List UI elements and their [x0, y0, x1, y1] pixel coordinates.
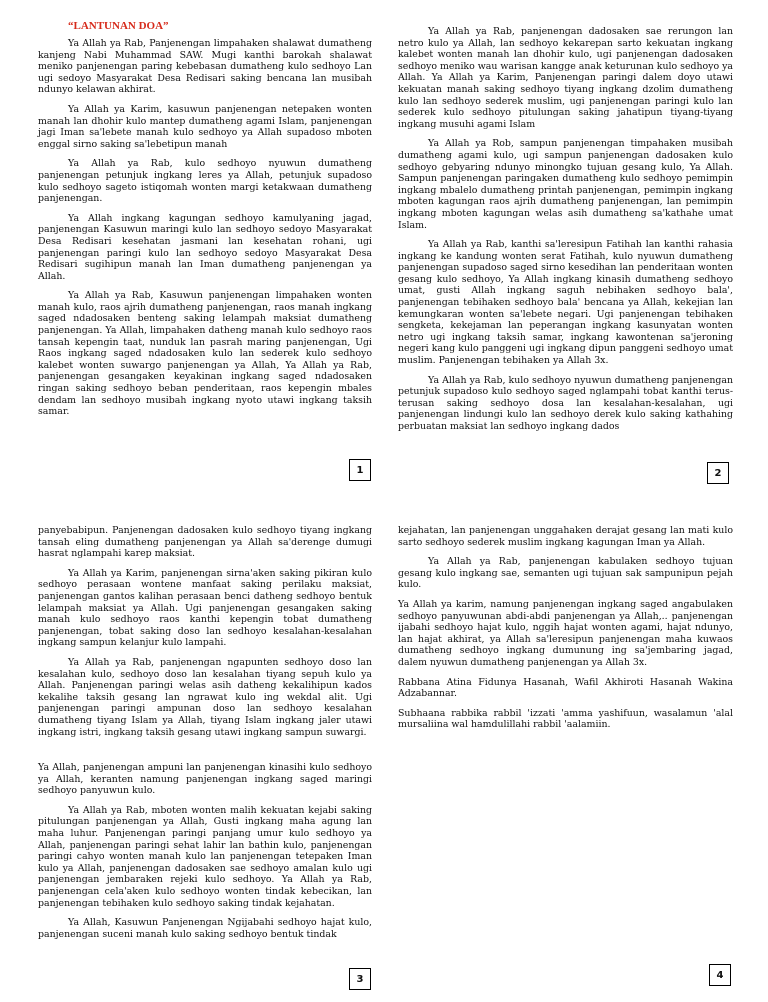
page-4 — [398, 525, 733, 731]
paragraph: kejahatan, lan panjenengan unggahaken derajat gesang lan mati kulo sarto sedhoyo sederek muslim ingkang kagungan Iman ya Allah. — [398, 525, 733, 548]
page-number-3: 3 — [349, 968, 371, 990]
paragraph: Ya Allah ya Rab, Panjenengan limpahaken shalawat dumatheng kanjeng Nabi Muhammad SAW. Mugi kanthi barokah shalawat meniko panjenengan paring kebebasan dumatheng kulo sedhoyo Lan ugi sedoyo Masyarakat Desa Redisari saking bencana lan musibah ndunyo kelawan akhirat. — [38, 38, 372, 96]
paragraph: Ya Allah ya Karim, panjenengan sirna'aken saking pikiran kulo sedhoyo perasaan wontene manfaat saking perilaku maksiat, panjenengan gantos kalihan perasaan benci datheng sedhoyo bentuk lelampah maksiat ya Allah. Ugi panjenengan gesangaken saking manah kulo sedhoyo raos kanthi kepengin tobat dumatheng panjenengan, tobat saking doso lan sedhoyo kesalahan-kesalahan ingkang sampun kelanjur kulo lampahi. — [38, 567, 372, 649]
paragraph: Ya Allah ya Rab, kulo sedhoyo nyuwun dumatheng panjenengan petunjuk ingkang leres ya Allah, petunjuk supadoso kulo sedhoyo sageto istiqomah wonten margi ketakwaan dumatheng panjenengan. — [38, 158, 372, 205]
paragraph: Subhaana rabbika rabbil 'izzati 'amma yashifuun, wasalamun 'alal mursaliina wal hamdulillahi rabbil 'aalamiin. — [398, 707, 733, 731]
page-3 — [38, 525, 372, 965]
paragraph: panyebabipun. Panjenengan dadosaken kulo sedhoyo tiyang ingkang tansah eling dumatheng panjenengan ya Allah sa'derenge dumugi hasrat nglampahi karep maksiat. — [38, 525, 372, 560]
page-2 — [398, 26, 733, 460]
paragraph: Ya Allah ya Rab, panjenengan ngapunten sedhoyo doso lan kesalahan kulo, sedhoyo doso lan kesalahan tiyang sepuh kulo ya Allah. Panjenengan paringi welas asih datheng kekalihipun kados kekalihe taksih gesang lan ngrawat kulo ing wekdal alit. Ugi panjenengan paringi ampunan doso lan sedhoyo kesalahan dumatheng tiyang Islam ya Allah, tiyang Islam ingkang jaler utawi ingkang istri, ingkang taksih gesang utawi ingkang sampun suwargi. — [38, 656, 372, 738]
paragraph: Ya Allah ya Rab, Kasuwun panjenengan limpahaken wonten manah kulo, raos ajrih dumatheng panjenengan, raos manah ingkang saged ndadosaken benteng saking lelampah maksiat dumatheng panjenengan. Ya Allah, limpahaken datheng manah kulo sedhoyo raos tansah kepengin taat, nunduk lan pasrah maring panjenengan, Ugi Raos ingkang saged ndadosaken kulo lan sederek kulo sedhoyo kalebet wonten suwargo panjenengan ya Allah, Ya Allah ya Rab, panjenengan gesangaken keyakinan ingkang saged ndadosaken ringan saking sedhoyo beban penderitaan, raos kepengin mbales dendam lan sedhoyo musibah ingkang nyoto utawi ingkang taksih samar. — [38, 290, 372, 418]
paragraph: Ya Allah, Kasuwun Panjenengan Ngijabahi sedhoyo hajat kulo, panjenengan suceni manah kulo saking sedhoyo bentuk tindak — [38, 917, 372, 940]
paragraph: Ya Allah ya karim, namung panjenengan ingkang saged angabulaken sedhoyo panyuwunan abdi-abdi panjenengan ya Allah,.. panjenengan ijabahi sedhoyo hajat kulo, nggih hajat wonten agami, hajat ndunyo, lan hajat akhirat, ya Allah sa'leresipun panjenengan maha kuwaos dumatheng sedhoyo ingkang dumunung ing sa'jembaring jagad, dalem nyuwun dumatheng panjenengan ya Allah 3x. — [398, 598, 733, 668]
paragraph: Ya Allah ya Rab, panjenengan dadosaken sae rerungon lan netro kulo ya Allah, lan sedhoyo kekarepan sarto kekuatan ingkang kalebet wonten manah lan dhohir kulo, ugi panjenengan dadosaken sedhoyo meniko wau warisan kangge anak keturunan kulo sedhoyo ya Allah. Ya Allah ya Karim, Panjenengan paringi dalem doyo utawi kekuatan manah saking sedhoyo tiyang ingkang dzolim dumatheng kulo lan sedhoyo sederek muslim, ugi panjenengan paringi kulo lan sederek kulo sedhoyo pitulungan saking jahatipun tiyang-tiyang ingkang musuhi agami Islam — [398, 26, 733, 130]
page-number-1: 1 — [349, 459, 371, 481]
page-1 — [38, 20, 372, 460]
paragraph: Ya Allah ya Rab, mboten wonten malih kekuatan kejabi saking pitulungan panjenengan ya Allah, Gusti ingkang maha agung lan maha luhur. Panjenengan paringi panjang umur kulo sedhoyo ya Allah, panjenengan paringi sehat lahir lan bathin kulo, panjenengan paringi cahyo wonten manah kulo lan panjenengan tetepaken Iman kulo ya Allah, panjenengan dadosaken sae sedhoyo amalan kulo ugi panjenengan jembaraken rejeki kulo sedhoyo. Ya Allah ya Rab, panjenengan cela'aken kulo sedhoyo wonten tindak kebecikan, lan panjenengan tebihaken kulo sedhoyo saking tindak kejahatan. — [38, 804, 372, 909]
paragraph: Ya Allah ya Rob, sampun panjenengan timpahaken musibah dumatheng agami kulo, ugi sampun panjenengan dadosaken kulo sedhoyo gebyaring ndunyo minongko tujuan gesang kulo, Ya Allah. Sampun panjenengan paringaken dumatheng kulo sedhoyo pemimpin ingkang mbalelo dumatheng printah panjenengan, pemimpin ingkang mboten kagungan raos ajrih dumatheng panjenengan, lan pemimpin ingkang mboten kagungan welas asih dumatheng sa'kathahe umat Islam. — [398, 138, 733, 231]
paragraph: Ya Allah, panjenengan ampuni lan panjenengan kinasihi kulo sedhoyo ya Allah, keranten namung panjenengan ingkang saged maringi sedhoyo panyuwun kulo. — [38, 762, 372, 797]
page-number-4: 4 — [709, 964, 731, 986]
paragraph: Ya Allah ya Karim, kasuwun panjenengan netepaken wonten manah lan dhohir kulo mantep dumatheng agami Islam, panjenengan jagi Iman sa'lebete manah kulo sedhoyo ya Allah supadoso mboten enggal sirno saking sa'lebetipun manah — [38, 103, 372, 150]
paragraph: Ya Allah ya Rab, panjenengan kabulaken sedhoyo tujuan gesang kulo ingkang sae, semanten ugi tujuan sak sampunipun pejah kulo. — [398, 556, 733, 591]
paragraph: Rabbana Atina Fidunya Hasanah, Wafil Akhiroti Hasanah Wakina Adzabannar. — [398, 676, 733, 700]
paragraph: Ya Allah ya Rab, kulo sedhoyo nyuwun dumatheng panjenengan petunjuk supadoso kulo sedhoyo saged nglampahi tobat kanthi terus-terusan saking sedhoyo dosa lan kesalahan-kesalahan, ugi panjenengan lindungi kulo lan sedhoyo derek kulo saking kathahing perbuatan maksiat lan sedhoyo ingkang dados — [398, 374, 733, 432]
paragraph: Ya Allah ya Rab, kanthi sa'leresipun Fatihah lan kanthi rahasia ingkang ke kandung wonten serat Fatihah, kulo nyuwun dumatheng panjenengan supadoso saged sirno kesedihan lan penderitaan wonten gesang kulo sedhoyo, Ya Allah ingkang kinasih dumatheng sedhoyo umat, gusti Allah ingkang saguh nebihaken sedhoyo bala', panjenengan tebihaken sedhoyo bala' bencana ya Allah, kekejian lan kemungkaran wonten sa'lebete negari. Ugi panjenengan tebihaken sengketa, kekejaman lan peperangan ingkang kasunyatan wonten netro ugi ingkang taksih samar, ingkang kawontenan sa'jeroning negeri kang kulo panggeni ugi ingkang dipun panggeni sedhoyo umat muslim. Panjenengan tebihaken ya Allah 3x. — [398, 239, 733, 367]
page-number-2: 2 — [707, 462, 729, 484]
document-title: “LANTUNAN DOA” — [68, 20, 169, 32]
paragraph: Ya Allah ingkang kagungan sedhoyo kamulyaning jagad, panjenengan Kasuwun maringi kulo lan sedhoyo sedoyo Masyarakat Desa Redisari kesehatan jasmani lan kesehatan rohani, ugi panjenengan paringi kulo lan sedhoyo sedoyo Masyarakat Desa Redisari sugihipun manah lan Iman dumatheng panjenengan ya Allah. — [38, 212, 372, 282]
